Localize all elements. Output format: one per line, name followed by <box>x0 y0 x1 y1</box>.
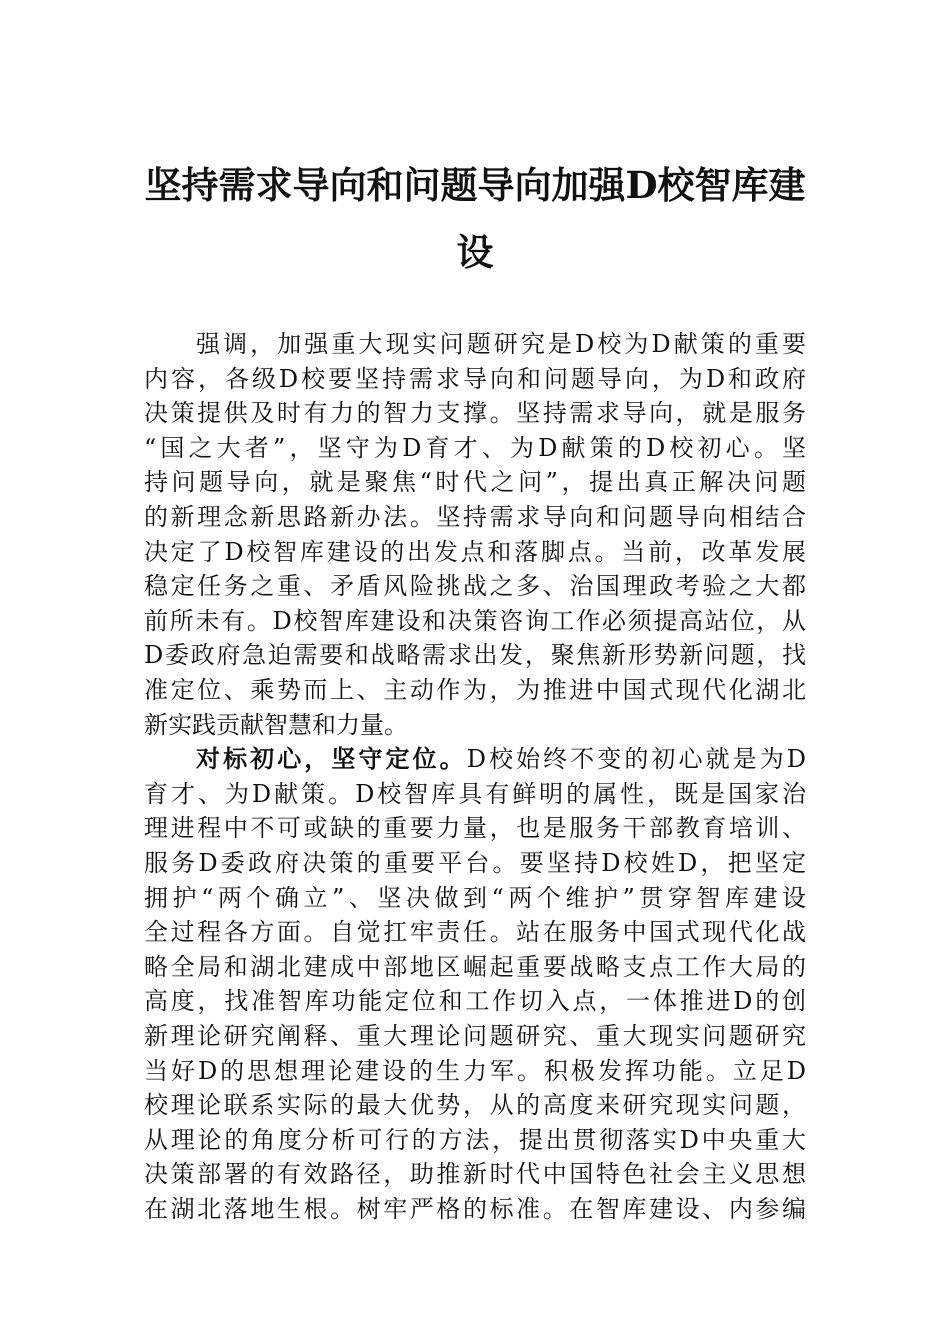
body-text-line <box>144 811 806 845</box>
body-text-line <box>196 742 806 776</box>
body-text-span: 理进程中不可或缺的重要力量，也是服务干部教育培训、 <box>144 814 806 843</box>
body-text-span: 全过程各方面。自觉扛牢责任。站在服务中国式现代化战 <box>144 918 806 947</box>
body-text-line <box>144 1054 806 1088</box>
body-text-span: 在湖北落地生根。树牢严格的标准。在智库建设、内参编 <box>144 1195 806 1223</box>
body-text-line <box>144 1019 806 1053</box>
body-text-line <box>144 777 806 811</box>
body-text-span: 服务D委政府决策的重要平台。要坚持D校姓D，把坚定 <box>144 849 806 877</box>
body-text-span: 校理论联系实际的最大优势，从的高度来研究现实问题， <box>144 1091 806 1120</box>
body-text-line <box>144 1088 806 1122</box>
body-text-line <box>144 569 806 603</box>
body-text-span: D校始终不变的初心就是为D <box>466 745 807 774</box>
body-text-line <box>144 500 806 534</box>
body-text-line <box>144 1192 806 1226</box>
body-text-line <box>144 708 806 742</box>
body-text-span: 决策提供及时有力的智力支撑。坚持需求导向，就是服务 <box>144 399 806 428</box>
body-text-line <box>144 950 806 984</box>
body-text-span: 略全局和湖北建成中部地区崛起重要战略支点工作大局的 <box>144 952 806 981</box>
body-text-span: 决策部署的有效路径，助推新时代中国特色社会主义思想 <box>144 1160 806 1189</box>
body-text-line <box>144 915 806 949</box>
body-text-span: 内容，各级D校要坚持需求导向和问题导向，为D和政府 <box>144 364 806 393</box>
body-text-line <box>144 1157 806 1191</box>
body-text-span: 高度，找准智库功能定位和工作切入点，一体推进D的创 <box>144 987 806 1016</box>
body-text-span: 新理论研究阐释、重大理论问题研究、重大现实问题研究 <box>144 1022 806 1050</box>
body-text-span: 决定了D校智库建设的出发点和落脚点。当前，改革发展 <box>144 537 806 566</box>
body-text-span: 新实践贡献智慧和力量。 <box>144 710 408 739</box>
body-text-line <box>196 327 806 361</box>
body-text-line <box>144 362 806 396</box>
body-text-line <box>144 535 806 569</box>
body-text-span: 稳定任务之重、矛盾风险挑战之多、治国理政考验之大都 <box>144 572 806 601</box>
section-lead-bold: 对标初心，坚守定位。 <box>196 744 467 774</box>
body-text-line <box>144 604 806 638</box>
body-text-span: 从理论的角度分析可行的方法，提出贯彻落实D中央重大 <box>144 1125 806 1154</box>
body-text-span: 当好D的思想理论建设的生力军。积极发挥功能。立足D <box>144 1056 806 1085</box>
body-text-span: 前所未有。D校智库建设和决策咨询工作必须提高站位，从 <box>144 606 806 635</box>
document-title-line-2: 设 <box>456 230 494 274</box>
body-text-line <box>144 396 806 430</box>
body-text-span: “国之大者”，坚守为D育才、为D献策的D校初心。坚 <box>144 433 806 462</box>
body-text-span: 强调，加强重大现实问题研究是D校为D献策的重要 <box>196 330 806 358</box>
body-text-line <box>144 846 806 880</box>
body-text-span: 准定位、乘势而上、主动作为，为推进中国式现代化湖北 <box>144 676 806 704</box>
document-title-line-1: 坚持需求导向和问题导向加强D校智库建 <box>144 163 806 207</box>
body-text-line <box>144 431 806 465</box>
body-text-span: 育才、为D献策。D校智库具有鲜明的属性，既是国家治 <box>144 779 806 808</box>
body-text-span: 拥护“两个确立”、坚决做到“两个维护”贯穿智库建设 <box>144 883 806 912</box>
body-text-line <box>144 881 806 915</box>
body-text-span: 持问题导向，就是聚焦“时代之问”，提出真正解决问题 <box>144 468 806 497</box>
body-text-line <box>144 638 806 672</box>
body-text-line <box>144 984 806 1018</box>
body-text-line <box>144 673 806 707</box>
body-text-span: D委政府急迫需要和战略需求出发，聚焦新形势新问题，找 <box>144 641 806 670</box>
body-text-line <box>144 1123 806 1157</box>
body-text-span: 的新理念新思路新办法。坚持需求导向和问题导向相结合 <box>144 503 806 531</box>
body-text-line <box>144 465 806 499</box>
